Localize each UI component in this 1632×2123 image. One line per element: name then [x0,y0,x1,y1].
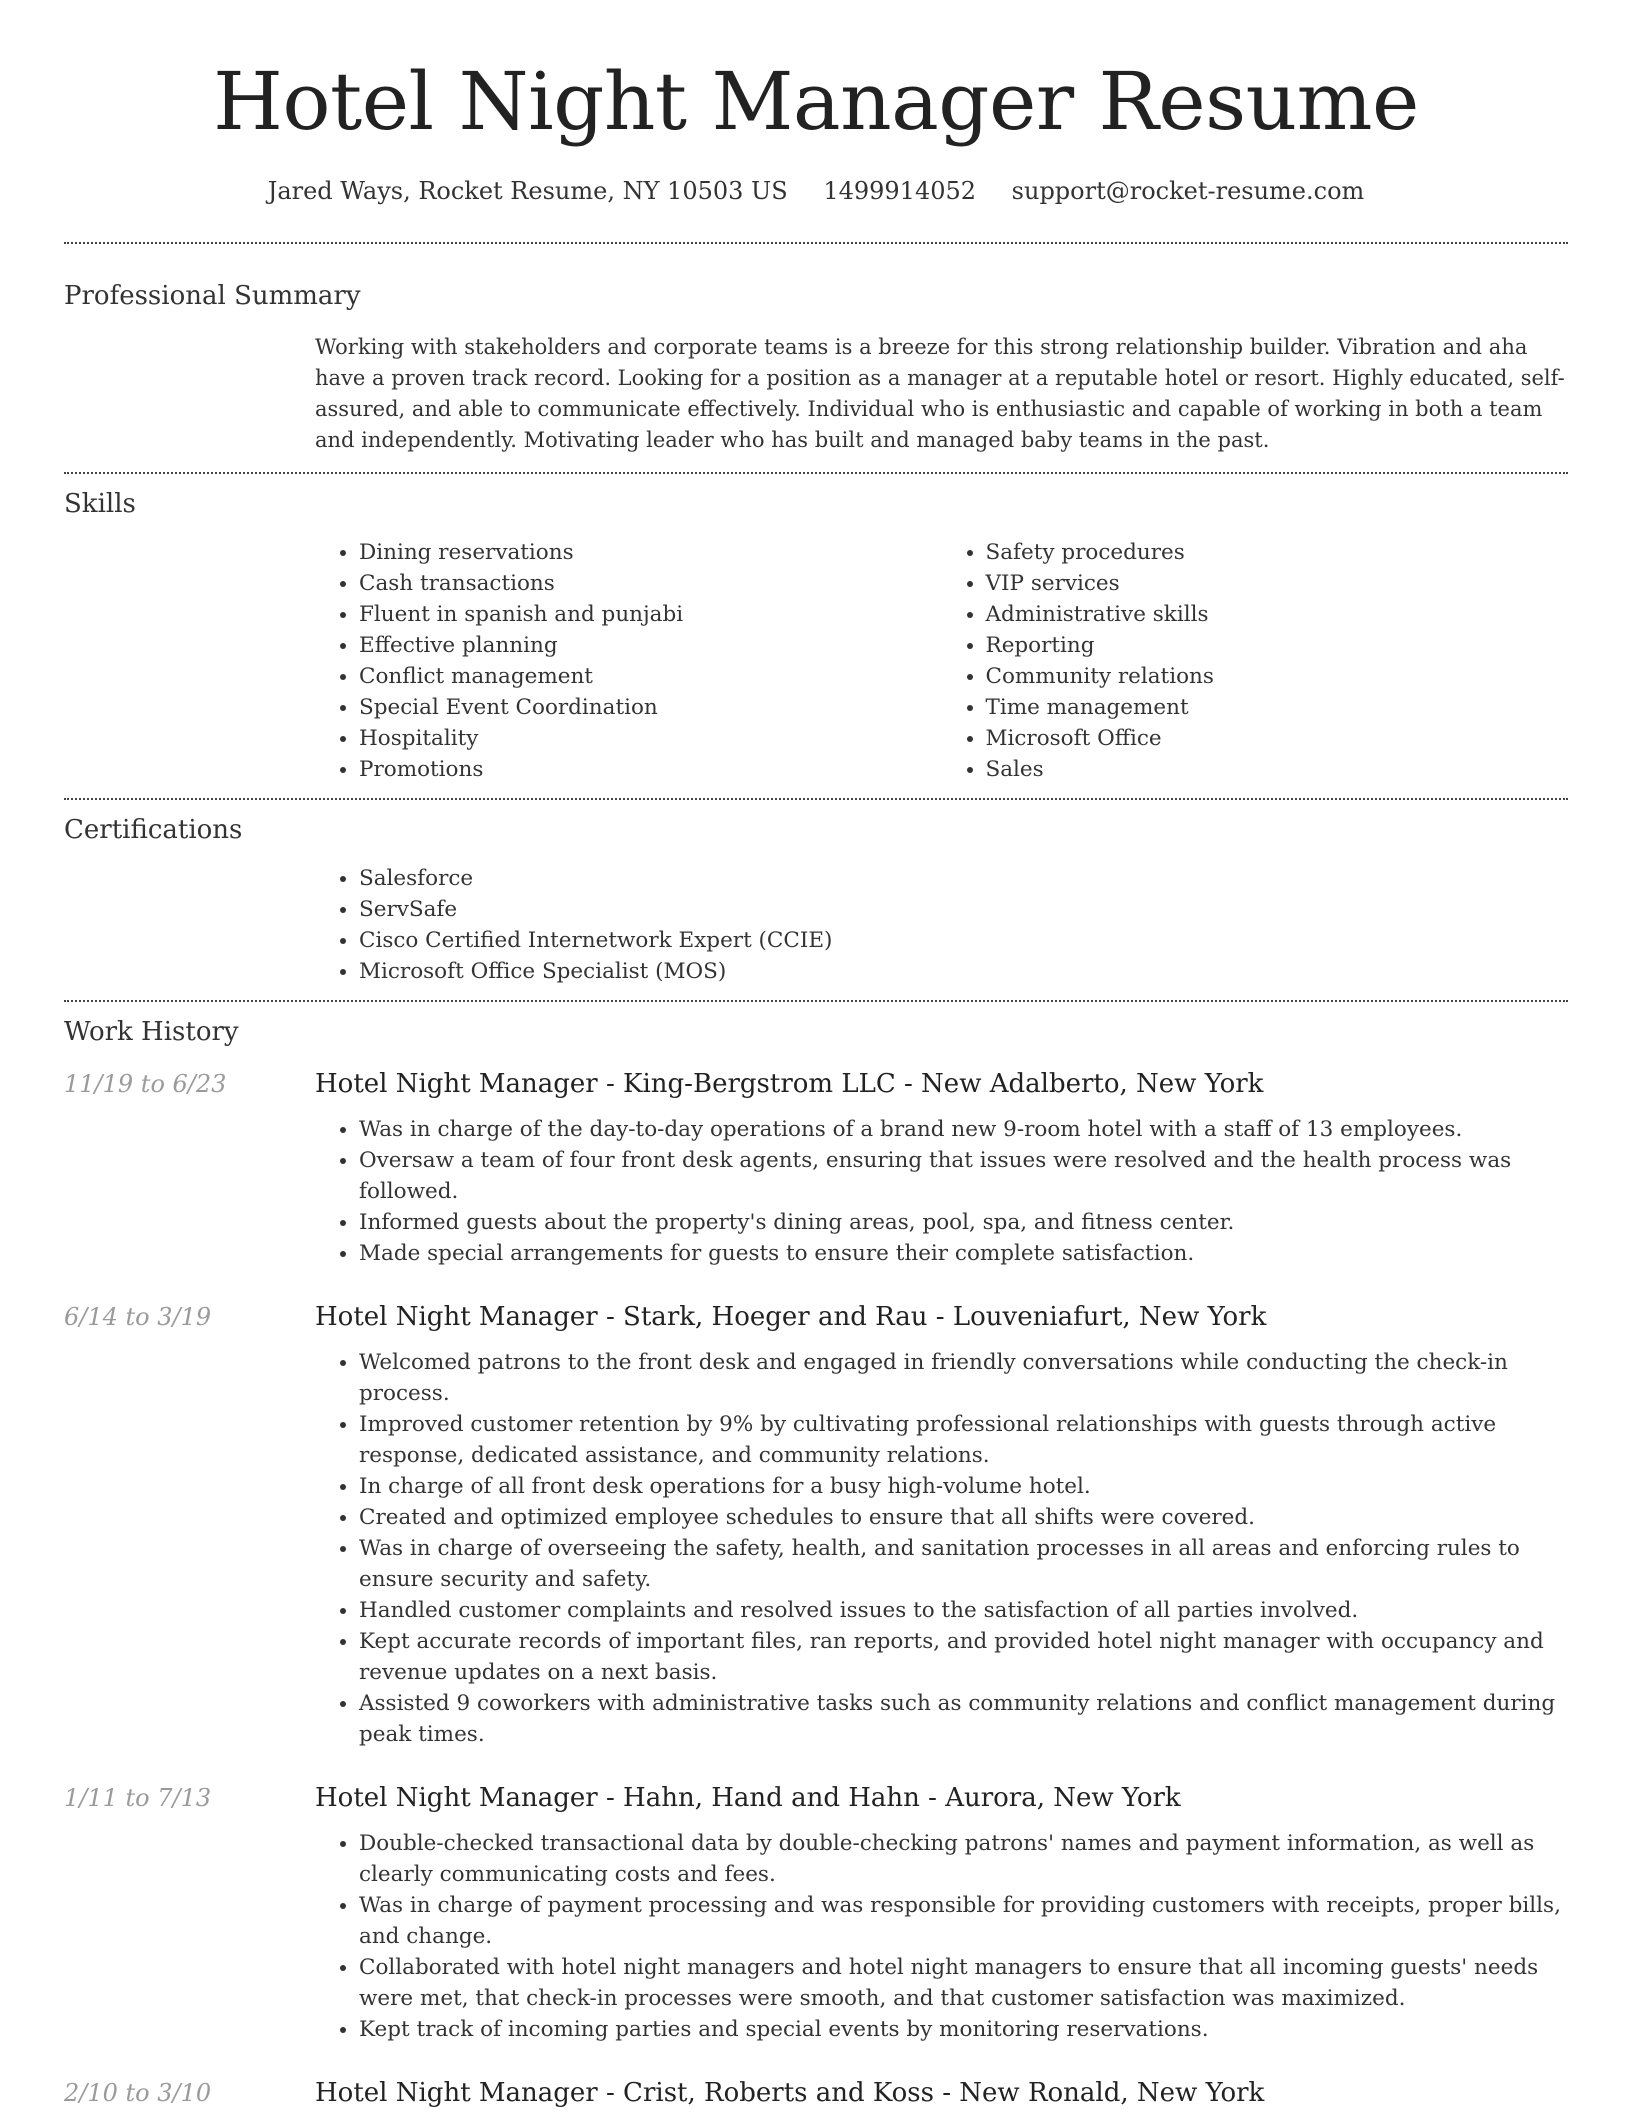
skills-columns [315,537,1568,785]
job-title: Hotel Night Manager - Stark, Hoeger and Rau - Louveniafurt, New York [315,1302,1267,1332]
certifications-list [315,863,1568,987]
skill-item: • Fluent in spanish and punjabi [359,599,942,630]
job-date: 1/11 to 7/13 [64,1784,212,1812]
resume-title: Hotel Night Manager Resume [213,55,1419,148]
job-bullet: • Informed guests about the property's dining areas, pool, spa, and fitness center. [359,1207,1568,1238]
job-entry [64,2077,1568,2123]
job-body [315,1301,1568,1750]
job-bullet: • Welcomed patrons to the front desk and engaged in friendly conversations while conducting the check-in process. [359,1347,1568,1409]
contact-line [64,174,1568,208]
job-title: Hotel Night Manager - Hahn, Hand and Hahn - Aurora, New York [315,1783,1181,1813]
skill-item: • Time management [986,692,1569,723]
job-entry [64,1301,1568,1750]
skill-item: • Community relations [986,661,1569,692]
job-bullet: • Was in charge of the day-to-day operations of a brand new 9-room hotel with a staff of 13 employees. [359,1114,1568,1145]
skill-item: • Dining reservations [359,537,942,568]
skill-item: • Promotions [359,754,942,785]
divider [64,472,1568,474]
certification-item: • Salesforce [359,863,1568,894]
job-entry [64,1068,1568,1269]
skills-heading: Skills [64,489,136,519]
divider [64,798,1568,800]
job-bullet: • Collaborated with hotel night managers and hotel night managers to ensure that all incoming guests' needs were met, that check-in processes were smooth, and that customer satisfaction was maximized. [359,1952,1568,2014]
skill-item: • Sales [986,754,1569,785]
skill-item: • Reporting [986,630,1569,661]
contact-address: Jared Ways, Rocket Resume, NY 10503 US [267,177,788,205]
summary-heading: Professional Summary [64,281,361,311]
certifications-heading: Certifications [64,815,243,845]
job-entry [64,1782,1568,2045]
job-bullets [315,1114,1568,1269]
skill-item: • Effective planning [359,630,942,661]
certification-item: • Cisco Certified Internetwork Expert (CCIE) [359,925,1568,956]
skill-item: • Hospitality [359,723,942,754]
summary-section [64,276,1568,456]
contact-phone: 1499914052 [823,177,977,205]
job-bullet: • Double-checked transactional data by double-checking patrons' names and payment information, as well as clearly communicating costs and fees. [359,1828,1568,1890]
job-date: 2/10 to 3/10 [64,2079,212,2107]
skill-item: • Special Event Coordination [359,692,942,723]
skill-item: • Safety procedures [986,537,1569,568]
job-bullets [315,1828,1568,2045]
job-bullet: • Made special arrangements for guests to ensure their complete satisfaction. [359,1238,1568,1269]
job-bullet: • Was in charge of overseeing the safety, health, and sanitation processes in all areas and enforcing rules to ensure security and safety. [359,1533,1568,1595]
skill-item: • VIP services [986,568,1569,599]
job-bullet: • Created and optimized employee schedules to ensure that all shifts were covered. [359,1502,1568,1533]
job-bullet: • In charge of all front desk operations for a busy high-volume hotel. [359,1471,1568,1502]
job-bullet: • Handled customer complaints and resolved issues to the satisfaction of all parties involved. [359,1595,1568,1626]
divider [64,242,1568,244]
contact-email: support@rocket-resume.com [1011,177,1365,205]
job-title: Hotel Night Manager - Crist, Roberts and Koss - New Ronald, New York [315,2078,1265,2108]
certification-item: • Microsoft Office Specialist (MOS) [359,956,1568,987]
job-bullet: • Kept accurate records of important files, ran reports, and provided hotel night manager with occupancy and revenue updates on a next basis. [359,1626,1568,1688]
summary-text: Working with stakeholders and corporate teams is a breeze for this strong relationship builder. Vibration and aha have a proven track record. Looking for a position as a manager at a reputable hotel or resort. Highly educated, self-assured, and able to communicate effectively. Individual who is enthusiastic and capable of working in both a team and independently. Motivating leader who has built and managed baby teams in the past. [315,335,1565,452]
job-title: Hotel Night Manager - King-Bergstrom LLC - New Adalberto, New York [315,1069,1264,1099]
job-bullets [315,1347,1568,1750]
certification-item: • ServSafe [359,894,1568,925]
job-bullet: • Improved customer retention by 9% by cultivating professional relationships with guests through active response, dedicated assistance, and community relations. [359,1409,1568,1471]
job-body [315,1782,1568,2045]
job-date: 6/14 to 3/19 [64,1303,212,1331]
job-date: 11/19 to 6/23 [64,1070,227,1098]
job-bullet: • Assisted 9 coworkers with administrative tasks such as community relations and conflict management during peak times. [359,1688,1568,1750]
job-bullet: • Kept track of incoming parties and special events by monitoring reservations. [359,2014,1568,2045]
skill-item: • Cash transactions [359,568,942,599]
skills-list-left [315,537,942,785]
skills-section [64,484,1568,785]
skill-item: • Conflict management [359,661,942,692]
work-heading: Work History [64,1017,239,1047]
skill-item: • Administrative skills [986,599,1569,630]
skills-list-right [942,537,1569,785]
job-body [315,2077,1568,2123]
certifications-section [64,810,1568,987]
job-body [315,1068,1568,1269]
job-bullet: • Oversaw a team of four front desk agents, ensuring that issues were resolved and the health process was followed. [359,1145,1568,1207]
work-section [64,1012,1568,2123]
skill-item: • Microsoft Office [986,723,1569,754]
job-bullet: • Was in charge of payment processing and was responsible for providing customers with receipts, proper bills, and change. [359,1890,1568,1952]
divider [64,1000,1568,1002]
certifications-list-wrap [315,863,1568,987]
